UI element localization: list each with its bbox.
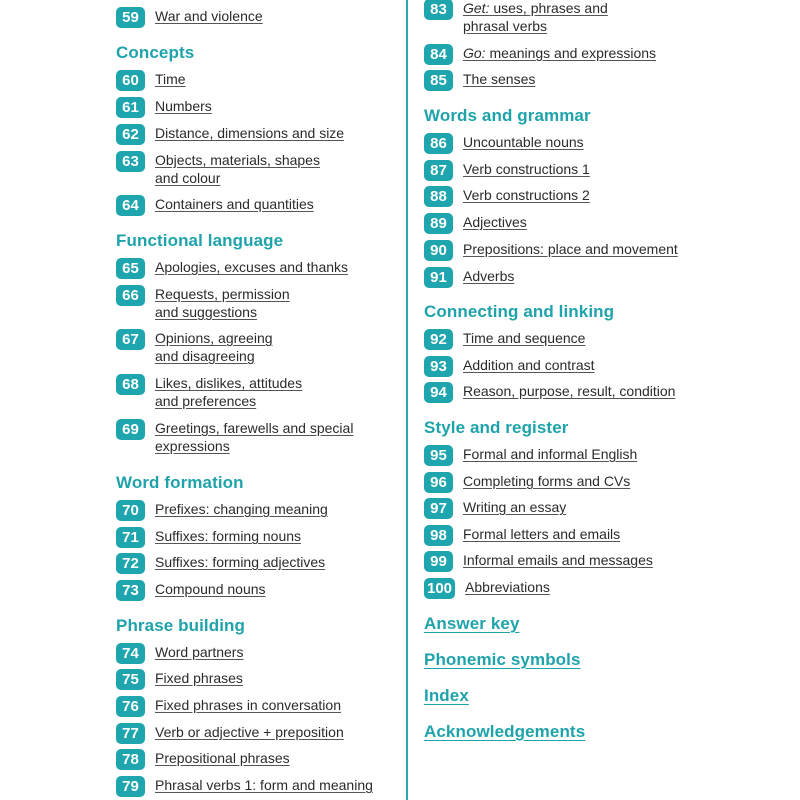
- unit-title-line: and colour: [155, 170, 221, 186]
- list-item[interactable]: [116, 527, 301, 548]
- unit-title-line: expressions: [155, 438, 230, 454]
- list-item[interactable]: [116, 643, 243, 664]
- list-item[interactable]: [116, 151, 320, 187]
- unit-title-link[interactable]: Writing an essay: [463, 499, 567, 515]
- list-item[interactable]: [116, 374, 302, 410]
- unit-title-link[interactable]: Verb constructions 1: [463, 161, 590, 177]
- list-item[interactable]: [424, 0, 608, 35]
- list-item[interactable]: [116, 419, 353, 455]
- list-item[interactable]: [424, 240, 678, 261]
- unit-title-link[interactable]: Prepositions: place and movement: [463, 241, 678, 257]
- unit-title-link[interactable]: Time: [155, 71, 186, 87]
- list-item[interactable]: [116, 776, 373, 797]
- list-item[interactable]: [424, 498, 566, 519]
- unit-number-badge: 92: [424, 329, 453, 350]
- unit-number-badge: 60: [116, 70, 145, 91]
- unit-number-badge: 100: [424, 578, 455, 599]
- list-item[interactable]: [424, 472, 630, 493]
- list-item[interactable]: [424, 70, 535, 91]
- unit-title-line: and disagreeing: [155, 348, 255, 364]
- unit-number-badge: 74: [116, 643, 145, 664]
- index-link[interactable]: Index: [424, 686, 469, 705]
- unit-number-badge: 96: [424, 472, 453, 493]
- unit-title-link[interactable]: Fixed phrases in conversation: [155, 697, 341, 713]
- unit-title-line: Greetings, farewells and special: [155, 420, 354, 436]
- unit-number-badge: 63: [116, 151, 145, 172]
- list-item[interactable]: [424, 160, 590, 181]
- list-item[interactable]: [424, 445, 637, 466]
- unit-number-badge: 77: [116, 723, 145, 744]
- unit-title-link[interactable]: [155, 285, 290, 321]
- unit-title-text: uses, phrases and: [489, 0, 608, 16]
- unit-number-badge: 88: [424, 186, 453, 207]
- unit-number-badge: 66: [116, 285, 145, 306]
- unit-title-link[interactable]: Suffixes: forming adjectives: [155, 554, 326, 570]
- list-item[interactable]: [424, 329, 585, 350]
- list-item[interactable]: [424, 382, 675, 403]
- unit-title-link[interactable]: Phrasal verbs 1: form and meaning: [155, 777, 373, 793]
- list-item[interactable]: [424, 44, 656, 65]
- unit-title-italic: Go:: [463, 45, 486, 61]
- list-item[interactable]: [116, 70, 186, 91]
- unit-number-badge: 65: [116, 258, 145, 279]
- unit-number-badge: 98: [424, 525, 453, 546]
- phonemic-symbols-link[interactable]: Phonemic symbols: [424, 650, 581, 669]
- unit-title-italic: Get:: [463, 0, 490, 16]
- unit-title-link[interactable]: Containers and quantities: [155, 196, 314, 212]
- unit-number-badge: 90: [424, 240, 453, 261]
- list-item[interactable]: [116, 500, 328, 521]
- unit-number-badge: 97: [424, 498, 453, 519]
- list-item[interactable]: [116, 7, 263, 28]
- column-divider: [406, 0, 408, 800]
- unit-number-badge: 85: [424, 70, 453, 91]
- unit-title-link[interactable]: Word partners: [155, 644, 244, 660]
- unit-number-badge: 75: [116, 669, 145, 690]
- unit-title-line: [463, 0, 608, 17]
- list-item[interactable]: [116, 723, 344, 744]
- unit-number-badge: 78: [116, 749, 145, 770]
- unit-number-badge: 69: [116, 419, 145, 440]
- list-item[interactable]: [424, 133, 584, 154]
- unit-number-badge: 91: [424, 267, 453, 288]
- unit-title-line: Likes, dislikes, attitudes: [155, 375, 303, 391]
- unit-title-line: Objects, materials, shapes: [155, 152, 320, 168]
- list-item[interactable]: [424, 213, 527, 234]
- unit-number-badge: 62: [116, 124, 145, 145]
- unit-number-badge: 71: [116, 527, 145, 548]
- list-item[interactable]: [116, 329, 273, 365]
- unit-number-badge: 72: [116, 553, 145, 574]
- unit-title-link[interactable]: Adjectives: [463, 214, 527, 230]
- unit-number-badge: 68: [116, 374, 145, 395]
- unit-number-badge: 93: [424, 356, 453, 377]
- list-item[interactable]: [116, 97, 212, 118]
- unit-title-link[interactable]: Compound nouns: [155, 581, 266, 597]
- unit-title-link[interactable]: War and violence: [155, 8, 263, 24]
- unit-number-badge: 87: [424, 160, 453, 181]
- list-item[interactable]: [116, 285, 290, 321]
- unit-number-badge: 99: [424, 551, 453, 572]
- section-heading-word-formation: Word formation: [116, 473, 244, 492]
- unit-title-link[interactable]: Apologies, excuses and thanks: [155, 259, 349, 275]
- unit-title-link[interactable]: Formal letters and emails: [463, 526, 621, 542]
- acknowledgements-link[interactable]: Acknowledgements: [424, 722, 586, 741]
- unit-title-link[interactable]: [463, 44, 656, 62]
- unit-title-text: meanings and expressions: [485, 45, 657, 61]
- unit-number-badge: 67: [116, 329, 145, 350]
- unit-title-link[interactable]: Uncountable nouns: [463, 134, 584, 150]
- list-item[interactable]: [116, 553, 325, 574]
- unit-title-link[interactable]: Adverbs: [463, 268, 515, 284]
- section-heading-functional-language: Functional language: [116, 231, 284, 250]
- list-item[interactable]: [116, 669, 243, 690]
- unit-title-link[interactable]: Suffixes: forming nouns: [155, 528, 302, 544]
- section-heading-style-and-register: Style and register: [424, 418, 569, 437]
- unit-number-badge: 84: [424, 44, 453, 65]
- unit-number-badge: 79: [116, 776, 145, 797]
- unit-number-badge: 83: [424, 0, 453, 20]
- unit-number-badge: 86: [424, 133, 453, 154]
- unit-number-badge: 89: [424, 213, 453, 234]
- unit-title-link[interactable]: Reason, purpose, result, condition: [463, 383, 676, 399]
- answer-key-link[interactable]: Answer key: [424, 614, 520, 633]
- unit-number-badge: 61: [116, 97, 145, 118]
- unit-title-link[interactable]: Verb constructions 2: [463, 187, 590, 203]
- unit-number-badge: 64: [116, 195, 145, 216]
- unit-number-badge: 73: [116, 580, 145, 601]
- unit-title-link[interactable]: Prepositional phrases: [155, 750, 290, 766]
- unit-number-badge: 59: [116, 7, 145, 28]
- list-item[interactable]: [424, 551, 653, 572]
- list-item[interactable]: [116, 258, 348, 279]
- list-item[interactable]: [116, 696, 341, 717]
- unit-title-link[interactable]: Distance, dimensions and size: [155, 125, 345, 141]
- list-item[interactable]: [424, 578, 550, 599]
- section-heading-phrase-building: Phrase building: [116, 616, 246, 635]
- section-heading-concepts: Concepts: [116, 43, 195, 62]
- unit-title-line: Requests, permission: [155, 286, 290, 302]
- unit-title-link[interactable]: [155, 151, 320, 187]
- unit-title-link[interactable]: The senses: [463, 71, 536, 87]
- list-item[interactable]: [424, 186, 590, 207]
- unit-title-link[interactable]: Verb or adjective + preposition: [155, 724, 344, 740]
- unit-title-link[interactable]: Formal and informal English: [463, 446, 638, 462]
- unit-title-link[interactable]: Informal emails and messages: [463, 552, 653, 568]
- list-item[interactable]: [424, 267, 514, 288]
- unit-title-link[interactable]: Numbers: [155, 98, 212, 114]
- unit-title-link[interactable]: [463, 0, 608, 35]
- list-item[interactable]: [424, 356, 595, 377]
- unit-title-link[interactable]: Fixed phrases: [155, 670, 243, 686]
- unit-title-link[interactable]: Time and sequence: [463, 330, 586, 346]
- section-heading-connecting-and-linking: Connecting and linking: [424, 302, 615, 321]
- unit-title-line: and suggestions: [155, 304, 257, 320]
- unit-title-link[interactable]: Abbreviations: [465, 579, 550, 595]
- unit-title-line: and preferences: [155, 393, 257, 409]
- unit-number-badge: 95: [424, 445, 453, 466]
- unit-title-link[interactable]: [155, 329, 273, 365]
- section-heading-words-and-grammar: Words and grammar: [424, 106, 591, 125]
- unit-number-badge: 94: [424, 382, 453, 403]
- unit-title-link[interactable]: Completing forms and CVs: [463, 473, 631, 489]
- unit-title-link[interactable]: Addition and contrast: [463, 357, 595, 373]
- list-item[interactable]: [116, 580, 266, 601]
- list-item[interactable]: [424, 525, 620, 546]
- unit-title-line: Opinions, agreeing: [155, 330, 273, 346]
- unit-title-line: phrasal verbs: [463, 18, 548, 34]
- list-item[interactable]: [116, 749, 290, 770]
- unit-number-badge: 70: [116, 500, 145, 521]
- unit-title-link[interactable]: [155, 374, 302, 410]
- unit-title-link[interactable]: Prefixes: changing meaning: [155, 501, 328, 517]
- unit-title-link[interactable]: [155, 419, 353, 455]
- list-item[interactable]: [116, 124, 344, 145]
- unit-number-badge: 76: [116, 696, 145, 717]
- list-item[interactable]: [116, 195, 314, 216]
